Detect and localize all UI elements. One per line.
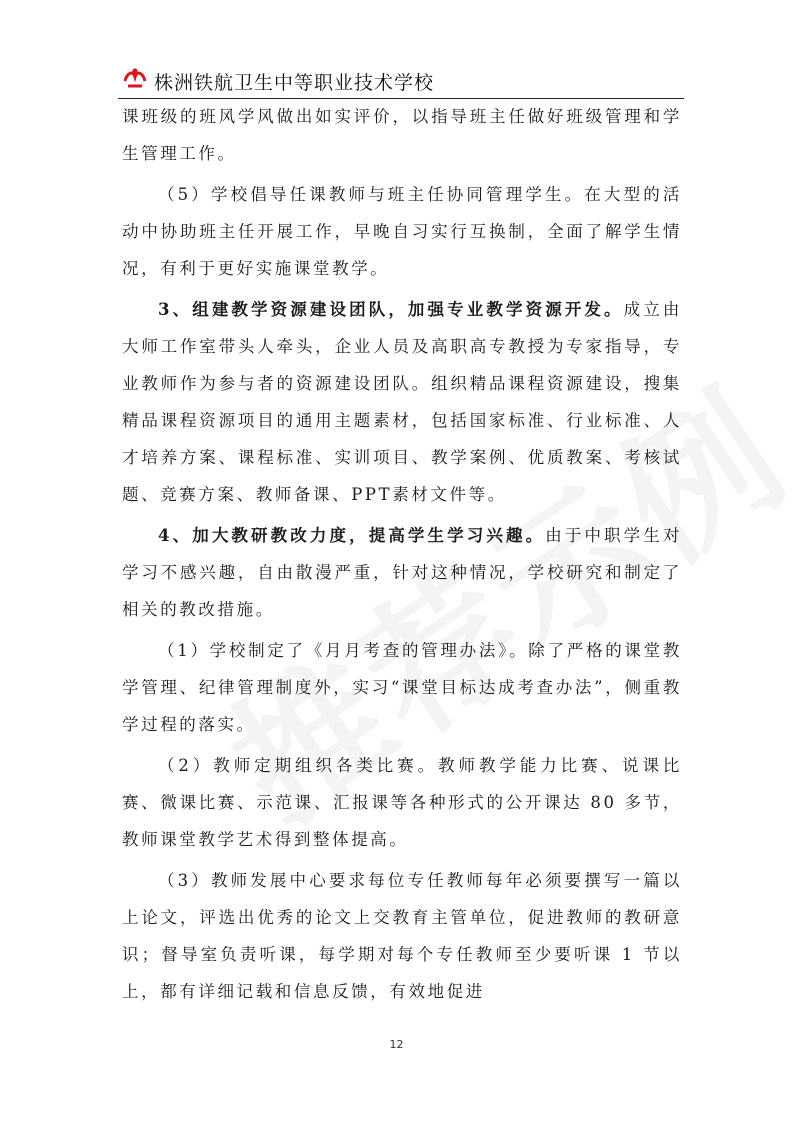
paragraph-continuation: 课班级的班风学风做出如实评价，以指导班主任做好班级管理和学生管理工作。 (122, 107, 682, 163)
paragraph-item-2: （2）教师定期组织各类比赛。教师教学能力比赛、说课比赛、微课比赛、示范课、汇报课等各种形式的公开课达 80 多节，教师课堂教学艺术得到整体提高。 (122, 756, 682, 849)
page-number: 12 (389, 1038, 404, 1051)
document-body (122, 98, 682, 1014)
section-4-heading: 4、加大教研教改力度，提高学生学习兴趣。 (158, 526, 546, 545)
paragraph-item-1: （1）学校制定了《月月考查的管理办法》。除了严格的课堂教学管理、纪律管理制度外，实习“课堂目标达成考查办法”，侧重教学过程的落实。 (122, 641, 682, 734)
section-4-text: 由于中职学生对学习不感兴趣，自由散漫严重，针对这种情况，学校研究和制定了相关的教改措施。 (122, 526, 683, 619)
paragraph-item-3: （3）教师发展中心要求每位专任教师每年必须要撰写一篇以上论文，评选出优秀的论文上交教育主管单位，促进教师的教研意识；督导室负责听课，每学期对每个专任教师至少要听课 1 节以上，都有详细记载和信息反馈，有效地促进 (122, 871, 682, 1001)
section-3-heading: 3、组建教学资源建设团队，加强专业教学资源开发。 (158, 300, 624, 319)
section-3-text: 成立由大师工作室带头人牵头，企业人员及高职高专教授为专家指导，专业教师作为参与者的资源建设团队。组织精品课程资源建设，搜集精品课程资源项目的通用主题素材，包括国家标准、行业标准、人才培养方案、课程标准、实训项目、教学案例、优质教案、考核试题、竞赛方案、教师备课、PPT素材文件等。 (122, 300, 682, 504)
paragraph-section-3 (122, 291, 682, 513)
page-header (118, 62, 684, 99)
paragraph-item-5: （5）学校倡导任课教师与班主任协同管理学生。在大型的活动中协助班主任开展工作，早晚自习实行互换制，全面了解学生情况，有利于更好实施课堂教学。 (122, 185, 682, 278)
school-logo-icon (122, 65, 148, 91)
paragraph-section-4 (122, 517, 682, 628)
school-name: 株洲铁航卫生中等职业技术学校 (154, 72, 435, 94)
